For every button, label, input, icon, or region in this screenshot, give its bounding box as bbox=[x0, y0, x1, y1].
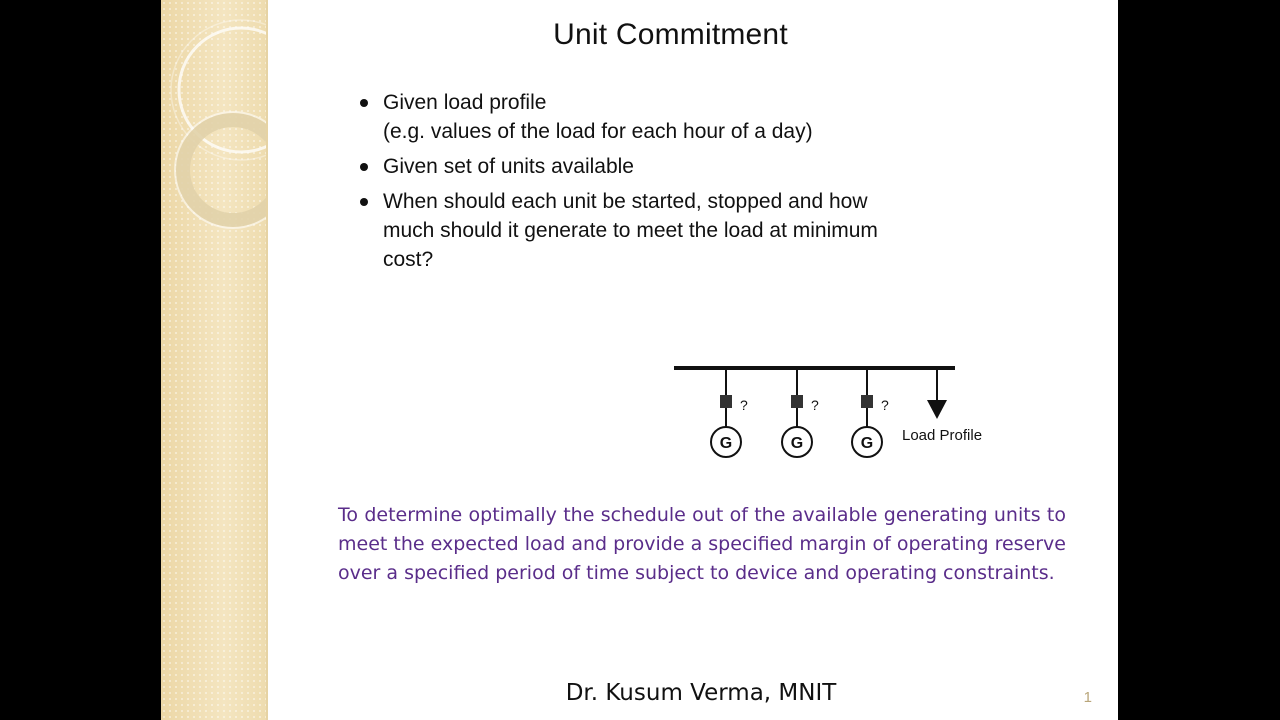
bullet-item bbox=[356, 152, 956, 181]
generator-unit-1 bbox=[711, 368, 748, 457]
bullet-item bbox=[356, 88, 956, 146]
breaker-switch-icon bbox=[720, 395, 732, 408]
bullet-dot-icon bbox=[360, 99, 368, 107]
bullet-text-line: When should each unit be started, stopped and how bbox=[383, 190, 868, 213]
generator-label: G bbox=[719, 435, 733, 452]
power-system-diagram bbox=[671, 360, 1011, 470]
bullet-text-line: much should it generate to meet the load at minimum bbox=[383, 219, 878, 242]
side-panel-edge bbox=[266, 0, 268, 720]
slide-title: Unit Commitment bbox=[553, 18, 788, 51]
breaker-switch-icon bbox=[791, 395, 803, 408]
bullet-item bbox=[356, 187, 956, 274]
bullet-dot-icon bbox=[360, 198, 368, 206]
generator-label: G bbox=[860, 435, 874, 452]
switch-question-label: ? bbox=[740, 397, 748, 413]
switch-question-label: ? bbox=[811, 397, 819, 413]
definition-text: To determine optimally the schedule out of the available generating units to meet the expected load and provide a specified margin of operating reserve over a specified period of time subject to device and operating constraints. bbox=[338, 504, 1066, 584]
decorative-side-panel bbox=[161, 0, 266, 720]
generator-unit-2 bbox=[782, 368, 819, 457]
load-arrow-icon bbox=[927, 400, 947, 419]
bullet-text-line: Given set of units available bbox=[383, 155, 634, 178]
slide-number: 1 bbox=[1083, 689, 1092, 706]
load-unit bbox=[902, 368, 982, 444]
bullet-dot-icon bbox=[360, 163, 368, 171]
generator-label: G bbox=[790, 435, 804, 452]
breaker-switch-icon bbox=[861, 395, 873, 408]
bullet-text-line: (e.g. values of the load for each hour of a day) bbox=[383, 120, 813, 143]
switch-question-label: ? bbox=[881, 397, 889, 413]
generator-unit-3 bbox=[852, 368, 889, 457]
bullet-list bbox=[356, 88, 956, 280]
load-profile-label: Load Profile bbox=[902, 427, 983, 444]
slide bbox=[161, 0, 1118, 720]
author-footer: Dr. Kusum Verma, MNIT bbox=[565, 680, 837, 706]
bullet-text-line: cost? bbox=[383, 248, 434, 271]
bullet-text-line: Given load profile bbox=[383, 91, 547, 114]
